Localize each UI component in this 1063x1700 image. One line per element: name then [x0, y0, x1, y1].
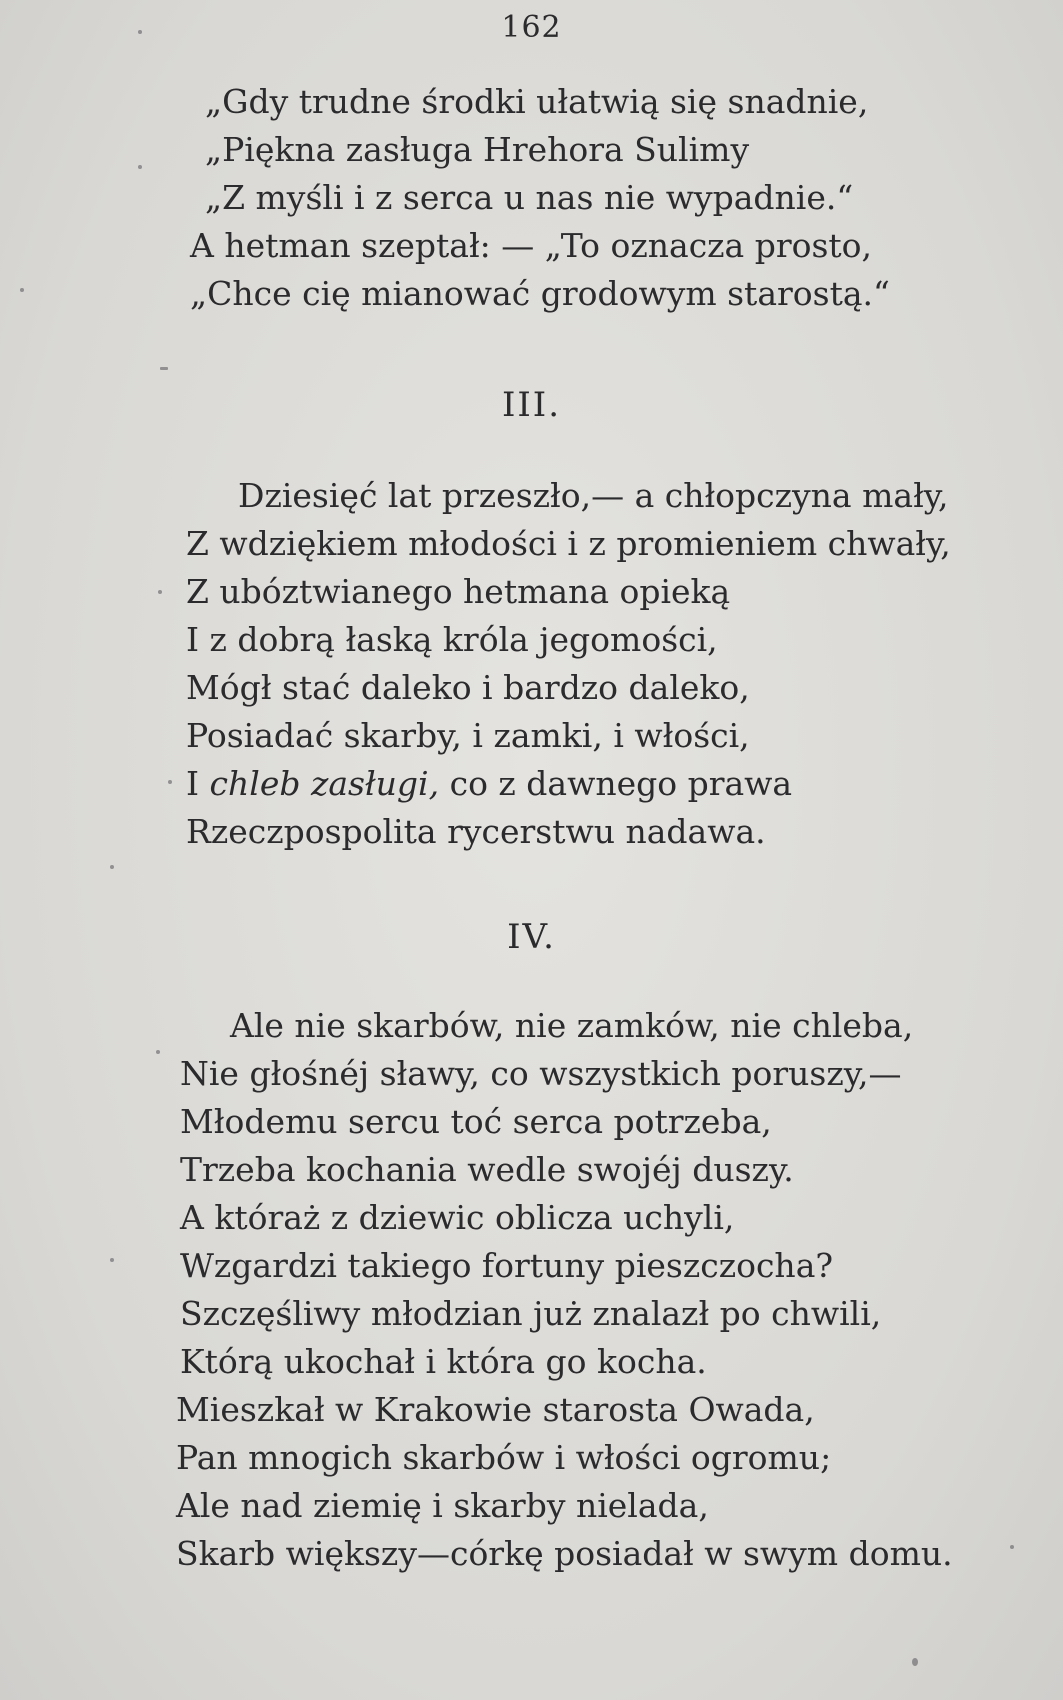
verse-line: Skarb większy—córkę posiadał w swym domu.: [176, 1534, 953, 1573]
verse-line: Młodemu sercu toć serca potrzeba,: [180, 1102, 772, 1141]
verse-line: Mieszkał w Krakowie starosta Owada,: [176, 1390, 815, 1429]
verse-line-suffix: co z dawnego prawa: [439, 764, 793, 803]
paper-speck: [138, 165, 142, 169]
paper-speck: [20, 288, 24, 292]
paper-speck: [156, 1050, 160, 1054]
verse-line: A któraż z dziewic oblicza uchyli,: [180, 1198, 735, 1237]
verse-line: Z wdziękiem młodości i z promieniem chwały,: [186, 524, 951, 563]
paper-speck: [110, 1258, 114, 1262]
verse-line: Mógł stać daleko i bardzo daleko,: [186, 668, 750, 707]
paper-speck: [168, 780, 172, 784]
stanza-iii: [0, 472, 1063, 856]
verse-line: Rzeczpospolita rycerstwu nadawa.: [186, 812, 766, 851]
verse-line: Posiadać skarby, i zamki, i włości,: [186, 716, 750, 755]
paper-speck: [1010, 1545, 1014, 1549]
verse-line: „Gdy trudne środki ułatwią się snadnie,: [205, 82, 869, 121]
verse-line: Którą ukochał i która go kocha.: [180, 1342, 707, 1381]
verse-line: A hetman szeptał: — „To oznacza prosto,: [190, 226, 873, 265]
verse-line: Dziesięć lat przeszło,— a chłopczyna mały,: [238, 476, 949, 515]
verse-line-prefix: I: [186, 764, 210, 803]
page-number: 162: [501, 10, 562, 45]
section-heading-iii: III.: [501, 385, 562, 425]
verse-line: „Piękna zasługa Hrehora Sulimy: [205, 130, 750, 169]
section-heading-iv: IV.: [507, 917, 556, 957]
verse-line: Szczęśliwy młodzian już znalazł po chwili,: [180, 1294, 882, 1333]
paper-speck: [110, 865, 114, 869]
verse-line: „Z myśli i z serca u nas nie wypadnie.“: [205, 178, 854, 217]
stanza-end-of-ii: [0, 78, 1063, 318]
stanza-iv: [0, 1002, 1063, 1578]
italic-phrase: chleb zasługi,: [209, 764, 440, 803]
verse-line: I z dobrą łaską króla jegomości,: [186, 620, 718, 659]
paper-speck: [160, 367, 168, 370]
verse-line: Nie głośnéj sławy, co wszystkich poruszy,—: [180, 1054, 902, 1093]
verse-line: Z ubóztwianego hetmana opieką: [186, 572, 731, 611]
verse-line: Pan mnogich skarbów i włości ogromu;: [176, 1438, 832, 1477]
paper-speck: [138, 30, 142, 34]
verse-line: Wzgardzi takiego fortuny pieszczocha?: [180, 1246, 834, 1285]
paper-speck: [158, 590, 162, 594]
verse-line-with-italic: [0, 760, 1063, 808]
verse-line: „Chce cię mianować grodowym starostą.“: [190, 274, 890, 313]
verse-line: Ale nad ziemię i skarby nielada,: [176, 1486, 709, 1525]
paper-speck: [912, 1658, 918, 1666]
verse-line: Trzeba kochania wedle swojéj duszy.: [180, 1150, 794, 1189]
verse-line: Ale nie skarbów, nie zamków, nie chleba,: [230, 1006, 914, 1045]
